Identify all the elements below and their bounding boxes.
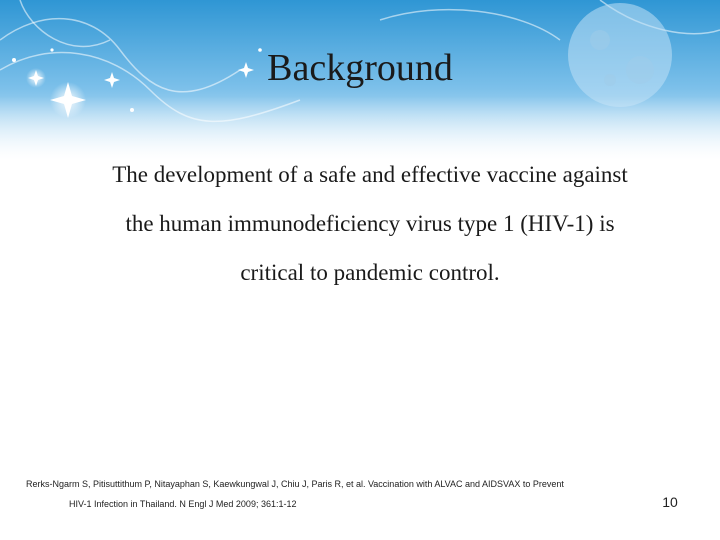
body-line: the human immunodeficiency virus type 1 (HIV-1) is <box>125 211 615 236</box>
citation-line: Rerks-Ngarm S, Pitisuttithum P, Nitayaphan S, Kaewkungwal J, Chiu J, Paris R, et al. Vaccination with ALVAC and AIDSVAX to Prevent <box>26 479 564 489</box>
slide-title: Background <box>267 47 453 89</box>
body-paragraph <box>60 150 680 297</box>
body-line: The development of a safe and effective vaccine against <box>112 162 628 187</box>
citation-line: HIV-1 Infection in Thailand. N Engl J Med 2009; 361:1-12 <box>69 499 297 509</box>
body-line: critical to pandemic control. <box>240 260 500 285</box>
slide-number: 10 <box>662 494 678 510</box>
